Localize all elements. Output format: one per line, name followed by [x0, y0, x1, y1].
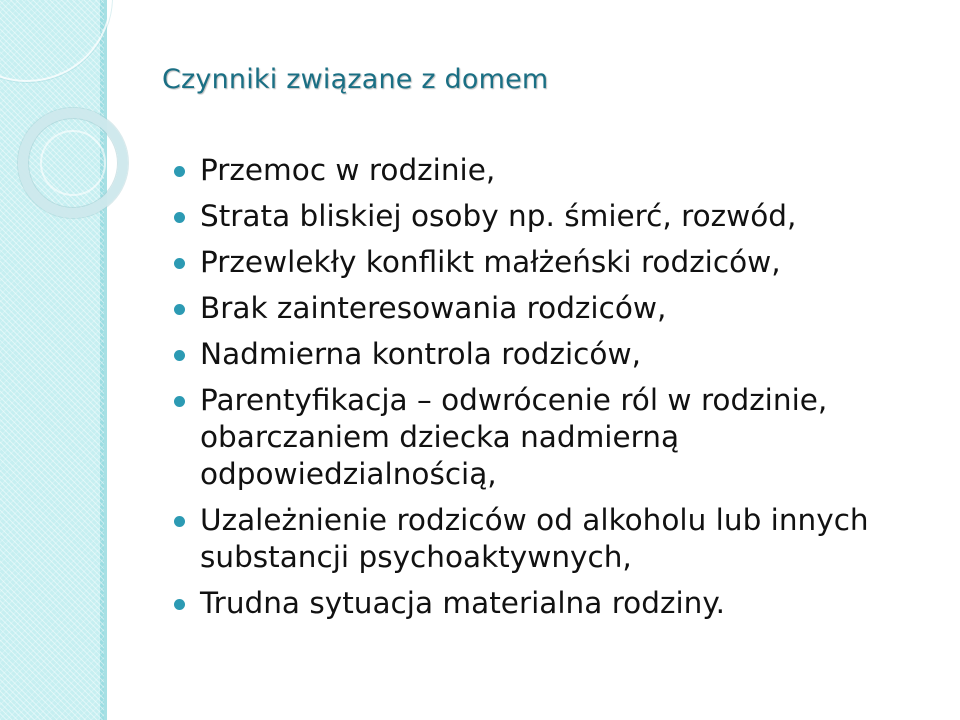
decorative-side-band [0, 0, 106, 720]
bullet-dot-icon [174, 166, 185, 177]
slide-title: Czynniki związane z domem [162, 64, 549, 95]
decorative-ring-inner [40, 130, 106, 196]
bullet-text: Przewlekły konflikt małżeński rodziców, [200, 245, 781, 279]
bullet-dot-icon [174, 350, 185, 361]
bullet-item [172, 336, 942, 373]
bullet-item [172, 502, 942, 576]
side-band-edge [104, 0, 107, 720]
bullet-item [172, 290, 942, 327]
bullet-list [172, 152, 942, 631]
bullet-text: Nadmierna kontrola rodziców, [200, 337, 641, 371]
bullet-text: Strata bliskiej osoby np. śmierć, rozwód, [200, 199, 797, 233]
bullet-dot-icon [174, 258, 185, 269]
bullet-text: Uzależnienie rodziców od alkoholu lub innych substancji psychoaktywnych, [200, 503, 869, 574]
bullet-text: Parentyfikacja – odwrócenie ról w rodzinie, obarczaniem dziecka nadmierną odpowiedzialnością, [200, 383, 828, 491]
side-band-texture [0, 0, 106, 720]
bullet-text: Trudna sytuacja materialna rodziny. [200, 586, 725, 620]
bullet-text: Brak zainteresowania rodziców, [200, 291, 667, 325]
bullet-dot-icon [174, 212, 185, 223]
bullet-dot-icon [174, 516, 185, 527]
bullet-text: Przemoc w rodzinie, [200, 153, 496, 187]
bullet-item [172, 198, 942, 235]
bullet-dot-icon [174, 599, 185, 610]
bullet-item [172, 152, 942, 189]
bullet-dot-icon [174, 304, 185, 315]
bullet-item [172, 244, 942, 281]
bullet-item [172, 382, 942, 493]
bullet-item [172, 585, 942, 622]
bullet-dot-icon [174, 396, 185, 407]
